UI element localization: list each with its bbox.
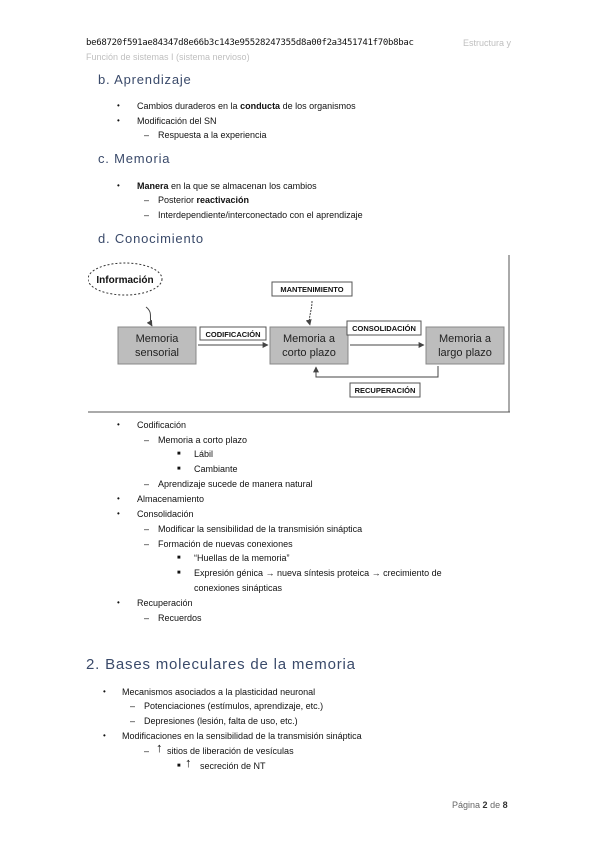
square-bullet-icon: ■ <box>177 763 181 769</box>
codificacion-label: CODIFICACIÓN <box>205 330 261 339</box>
dash-icon: – <box>144 613 150 623</box>
list-item: Posterior reactivación <box>158 195 250 205</box>
list-item: Lábil <box>194 449 214 459</box>
box3-line1: Memoria a <box>439 333 491 345</box>
list-item: Potenciaciones (estímulos, aprendizaje, etc.) <box>144 701 324 711</box>
dash-icon: – <box>144 479 150 489</box>
dash-icon: – <box>130 716 136 726</box>
up-arrow-icon: ↑ <box>185 755 192 770</box>
bullet-icon: • <box>103 731 106 740</box>
dash-icon: – <box>144 746 150 756</box>
bullet-icon: • <box>117 116 120 125</box>
document-hash: be68720f591ae84347d8e66b3c143e95528247355d8a00f2a3451741f70b8bac <box>86 38 414 48</box>
dash-icon: – <box>144 195 150 205</box>
dash-icon: – <box>144 130 150 140</box>
box1-line1: Memoria <box>135 333 179 345</box>
mantenimiento-arrow <box>309 301 312 325</box>
list-item: Depresiones (lesión, falta de uso, etc.) <box>144 716 298 726</box>
section-heading-bases-moleculares: 2. Bases moleculares de la memoria <box>86 656 356 673</box>
dash-icon: – <box>144 524 150 534</box>
bullet-icon: • <box>117 598 120 607</box>
list-item: Interdependiente/interconectado con el aprendizaje <box>158 210 363 220</box>
section-heading-memoria: c. Memoria <box>98 151 171 166</box>
list-item: Recuperación <box>137 598 193 608</box>
box1-line2: sensorial <box>134 347 180 359</box>
box3-line2: largo plazo <box>438 347 492 359</box>
box2-line2: corto plazo <box>282 347 336 359</box>
section-heading-conocimiento: d. Conocimiento <box>98 231 204 246</box>
dash-icon: – <box>144 435 150 445</box>
list-item: Memoria a corto plazo <box>158 435 248 445</box>
list-item: Almacenamiento <box>137 494 205 504</box>
list-item: Consolidación <box>137 509 194 519</box>
consolidacion-label: CONSOLIDACIÓN <box>352 324 416 333</box>
bullet-icon: • <box>117 494 120 503</box>
memory-process-diagram <box>88 255 510 413</box>
list-item: Formación de nuevas conexiones <box>158 539 293 549</box>
square-bullet-icon: ■ <box>177 451 181 457</box>
mantenimiento-label: MANTENIMIENTO <box>280 285 344 294</box>
recuperacion-arrow <box>316 366 438 377</box>
list-item: Modificaciones en la sensibilidad de la transmisión sináptica <box>122 731 362 741</box>
dash-icon: – <box>144 210 150 220</box>
list-item: Mecanismos asociados a la plasticidad neuronal <box>122 687 316 697</box>
header-course-title: Estructura y <box>463 38 512 48</box>
list-item: sitios de liberación de vesículas <box>167 746 294 756</box>
list-item: Manera en la que se almacenan los cambios <box>137 181 317 191</box>
list-item: Cambios duraderos en la conducta de los organismos <box>137 101 356 111</box>
list-item: Respuesta a la experiencia <box>158 130 267 140</box>
list-item: Recuerdos <box>158 613 202 623</box>
recuperacion-label: RECUPERACIÓN <box>354 386 416 395</box>
list-item: Expresión génica → nueva síntesis proteica → crecimiento de <box>194 568 442 578</box>
section-heading-aprendizaje: b. Aprendizaje <box>98 72 192 87</box>
list-item-continuation: conexiones sinápticas <box>194 583 283 593</box>
memory-diagram-svg <box>88 255 510 413</box>
list-item: Cambiante <box>194 464 238 474</box>
bullet-icon: • <box>117 101 120 110</box>
bullet-icon: • <box>117 420 120 429</box>
list-item: Aprendizaje sucede de manera natural <box>158 479 313 489</box>
square-bullet-icon: ■ <box>177 466 181 472</box>
dash-icon: – <box>144 539 150 549</box>
info-label: Información <box>96 275 154 286</box>
square-bullet-icon: ■ <box>177 555 181 561</box>
box2-line1: Memoria a <box>283 333 335 345</box>
bullet-icon: • <box>117 509 120 518</box>
info-arrow <box>146 307 152 326</box>
header-subtitle: Función de sistemas I (sistema nervioso) <box>86 52 250 62</box>
bullet-icon: • <box>117 181 120 190</box>
list-item: secreción de NT <box>200 761 266 771</box>
bullet-icon: • <box>103 687 106 696</box>
square-bullet-icon: ■ <box>177 570 181 576</box>
list-item: Modificar la sensibilidad de la transmisión sináptica <box>158 524 363 534</box>
up-arrow-icon: ↑ <box>156 740 163 755</box>
list-item: “Huellas de la memoria” <box>194 553 290 563</box>
page-number: Página 2 de 8 <box>452 800 508 810</box>
list-item: Modificación del SN <box>137 116 217 126</box>
list-item: Codificación <box>137 420 187 430</box>
dash-icon: – <box>130 701 136 711</box>
